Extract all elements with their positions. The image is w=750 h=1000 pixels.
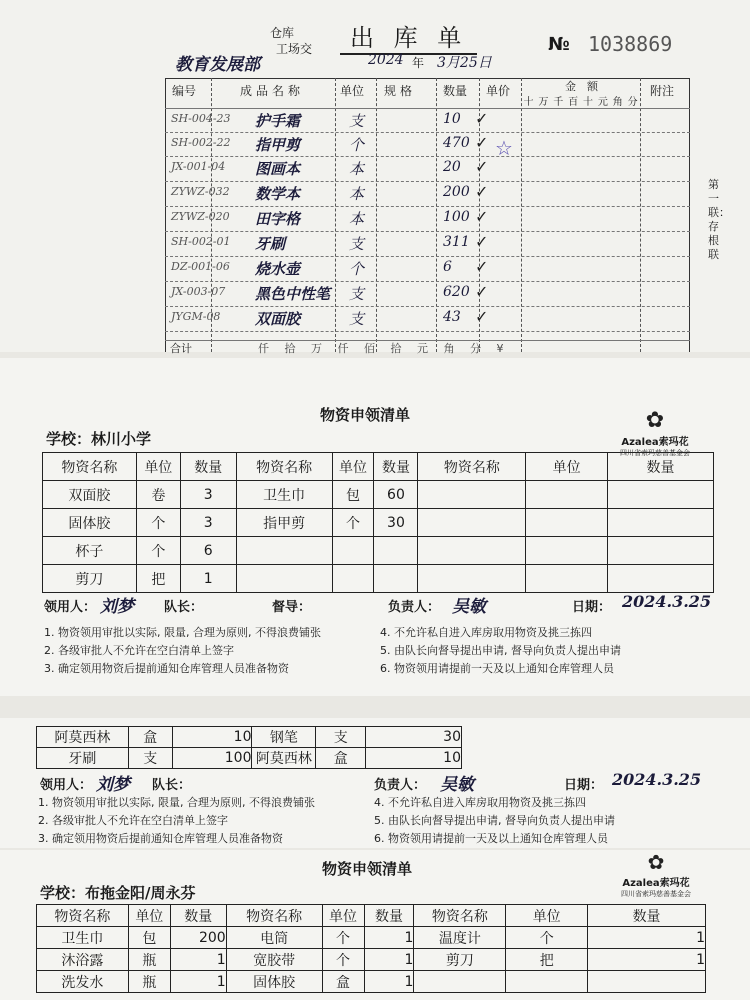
slip-row-qty: 100 [443,209,470,225]
header-spec: 规格 [384,84,417,98]
azalea-flower-icon: ✿ [647,850,665,874]
form3-school: 学校：布拖金阳/周永芬 [40,884,196,902]
slip-row-qty: 311 [443,234,470,250]
slip-row-code: JYGM-08 [171,310,221,323]
slip-row-code: JX-003-07 [171,285,226,298]
table-header-cell: 数量 [608,453,714,481]
table-cell: 沐浴露 [37,949,129,971]
side-note: 第一联：存根联 [708,178,730,261]
table-header-cell: 数量 [364,905,414,927]
form2-rule: 1. 物资领用审批以实际, 限量, 合理为原则, 不得浪费铺张 [38,796,315,809]
table-cell: 个 [136,537,180,565]
table-cell: 包 [332,481,374,509]
table-cell [608,565,714,593]
check-mark-icon: ✓ [475,257,489,276]
slip-row-name: 双面胶 [255,310,301,328]
form1-date-handwritten: 2024.3.25 [622,592,712,611]
requisition-form-1 [0,358,750,696]
table-cell [236,565,332,593]
table-cell: 1 [364,949,414,971]
table-cell: 10 [366,748,462,769]
table-header-cell: 物资名称 [236,453,332,481]
table-cell [236,537,332,565]
slip-row-code: JX-001-04 [171,160,226,173]
table-cell: 个 [322,949,364,971]
slip-row-unit: 支 [349,112,365,130]
form2-rule: 4. 不允许私自进入库房取用物资及挑三拣四 [374,796,586,809]
check-mark-icon: ✓ [475,307,489,326]
table-header-cell: 物资名称 [43,453,137,481]
table-cell [414,971,506,993]
handover-label: 工场交 [276,42,313,56]
table-cell: 1 [364,927,414,949]
table-row [43,537,714,565]
slip-row-unit: 个 [349,260,365,278]
slip-row-qty: 6 [443,259,452,275]
table-row [37,971,706,993]
table-header-cell: 物资名称 [414,905,506,927]
header-name: 成品名称 [240,84,305,98]
form1-captain-label: 队长： [164,600,204,615]
form2-date-handwritten: 2024.3.25 [612,770,702,789]
table-cell: 剪刀 [414,949,506,971]
table-cell [588,971,706,993]
slip-row-code: SH-004-23 [171,112,231,125]
slip-row-qty: 620 [443,284,470,300]
slip-row-qty: 200 [443,184,470,200]
form2-receiver-label: 领用人： [40,778,93,793]
slip-row-code: ZYWZ-020 [171,210,230,223]
table-cell [526,565,608,593]
form1-logo: ✿ Azalea索玛花 四川省索玛慈善基金会 [600,408,710,458]
table-cell: 瓶 [128,949,170,971]
form1-rule: 5. 由队长向督导提出申请, 督导向负责人提出申请 [380,644,621,657]
form1-receiver-signature: 刘梦 [100,597,134,617]
table-cell: 10 [172,727,252,748]
table-cell: 把 [136,565,180,593]
form3-title: 物资申领清单 [322,860,413,878]
table-cell [418,537,526,565]
slip-row-qty: 470 [443,135,470,151]
form1-rule: 3. 确定领用物资后提前通知仓库管理人员准备物资 [44,662,289,675]
table-cell: 盒 [316,748,366,769]
table-cell: 个 [322,927,364,949]
warehouse-label: 仓库 [270,26,295,40]
table-header-cell: 数量 [180,453,236,481]
date-year-char: 年 [412,56,425,70]
table-cell: 3 [180,481,236,509]
header-unit: 单位 [340,84,365,98]
slip-row-name: 烧水壶 [255,260,301,278]
form3-table [36,904,706,993]
table-cell [418,565,526,593]
form2-rule: 3. 确定领用物资后提前通知仓库管理人员准备物资 [38,832,283,845]
table-cell [332,565,374,593]
table-cell [418,509,526,537]
slip-row-name: 牙刷 [255,235,286,253]
slip-row-unit: 本 [349,185,365,203]
table-cell: 盒 [322,971,364,993]
slip-row-unit: 支 [349,310,365,328]
star-mark-icon: ☆ [495,136,513,160]
form2-rule: 6. 物资领用请提前一天及以上通知仓库管理人员 [374,832,608,845]
table-cell [418,481,526,509]
slip-row-qty: 20 [443,159,461,175]
check-mark-icon: ✓ [475,207,489,226]
slip-row-unit: 本 [349,210,365,228]
form1-rule: 2. 各级审批人不允许在空白清单上签字 [44,644,234,657]
check-mark-icon: ✓ [475,133,489,152]
form1-manager-signature: 吴敏 [452,597,486,617]
table-header-cell: 数量 [374,453,418,481]
table-cell: 双面胶 [43,481,137,509]
form1-manager-label: 负责人： [388,600,441,615]
slip-row-unit: 个 [349,136,365,154]
header-code: 编号 [172,84,197,98]
form2-rule: 2. 各级审批人不允许在空白清单上签字 [38,814,228,827]
table-cell: 固体胶 [43,509,137,537]
table-cell [608,481,714,509]
table-row [37,727,462,748]
table-header-cell: 单位 [322,905,364,927]
table-header-cell: 物资名称 [226,905,322,927]
azalea-flower-icon: ✿ [645,408,665,433]
slip-title: 出 库 单 [340,18,477,55]
header-qty: 数量 [443,84,468,98]
table-cell: 包 [128,927,170,949]
form1-date-label: 日期： [572,600,612,615]
slip-row-code: ZYWZ-032 [171,185,230,198]
table-cell: 个 [332,509,374,537]
table-cell: 卫生巾 [37,927,129,949]
check-mark-icon: ✓ [475,109,489,128]
table-cell: 个 [506,927,588,949]
table-cell: 把 [506,949,588,971]
form3-logo: ✿ Azalea索玛花 四川省索玛慈善基金会 [596,850,716,899]
table-cell: 30 [366,727,462,748]
table-cell: 100 [172,748,252,769]
table-cell: 剪刀 [43,565,137,593]
table-row [37,927,706,949]
slip-row-unit: 支 [349,235,365,253]
table-cell: 1 [364,971,414,993]
table-row [43,509,714,537]
table-header-cell: 数量 [588,905,706,927]
table-cell: 30 [374,509,418,537]
form2-manager-signature: 吴敏 [440,775,474,795]
total-line: 仟 拾 万 仟 佰 拾 元 角 分 ¥ [258,342,510,355]
table-cell [374,537,418,565]
slip-row-code: SH-002-01 [171,235,231,248]
table-cell: 电筒 [226,927,322,949]
slip-row-name: 黑色中性笔 [255,285,331,303]
table-cell [374,565,418,593]
table-row [37,748,462,769]
table-cell [506,971,588,993]
table-cell [526,537,608,565]
table-header-cell: 单位 [506,905,588,927]
table-cell: 固体胶 [226,971,322,993]
table-cell: 洗发水 [37,971,129,993]
table-cell [332,537,374,565]
header-price: 单价 [486,84,511,98]
table-cell: 钢笔 [252,727,316,748]
check-mark-icon: ✓ [475,232,489,251]
table-cell: 阿莫西林 [252,748,316,769]
table-cell: 1 [180,565,236,593]
table-cell: 3 [180,509,236,537]
table-header-row [37,905,706,927]
table-row [37,949,706,971]
date-year-handwritten: 2024 [368,52,404,68]
check-mark-icon: ✓ [475,157,489,176]
table-header-cell: 单位 [526,453,608,481]
form2-manager-label: 负责人： [374,778,427,793]
table-cell: 1 [170,949,226,971]
table-cell: 阿莫西林 [37,727,129,748]
form1-table [42,452,714,593]
slip-row-unit: 本 [349,160,365,178]
slip-row-code: DZ-001-06 [171,260,230,273]
serial-number: 1038869 [588,32,673,56]
slip-grid [165,78,690,352]
table-cell: 卫生巾 [236,481,332,509]
table-cell: 1 [588,949,706,971]
table-cell [526,509,608,537]
table-cell: 牙刷 [37,748,129,769]
header-amount: 金 额 [565,80,598,93]
date-day-handwritten: 3月25日 [437,55,492,71]
table-cell: 6 [180,537,236,565]
table-cell: 卷 [136,481,180,509]
form1-rule: 1. 物资领用审批以实际, 限量, 合理为原则, 不得浪费铺张 [44,626,321,639]
table-cell: 指甲剪 [236,509,332,537]
slip-row-qty: 43 [443,309,461,325]
table-cell [608,509,714,537]
slip-row-unit: 支 [349,285,365,303]
form1-title: 物资申领清单 [320,406,411,424]
table-cell: 60 [374,481,418,509]
form1-school: 学校：林川小学 [46,430,152,448]
table-header-row [43,453,714,481]
serial-symbol: № [548,34,570,55]
table-cell [608,537,714,565]
check-mark-icon: ✓ [475,282,489,301]
slip-row-name: 田字格 [255,210,301,228]
form2-captain-label: 队长： [152,778,192,793]
form2-rule: 5. 由队长向督导提出申请, 督导向负责人提出申请 [374,814,615,827]
table-cell: 支 [316,727,366,748]
form2-table [36,726,462,769]
form1-rule: 6. 物资领用请提前一天及以上通知仓库管理人员 [380,662,614,675]
form1-receiver-label: 领用人： [44,600,97,615]
table-header-cell: 单位 [128,905,170,927]
form1-supervisor-label: 督导： [272,600,312,615]
table-cell: 杯子 [43,537,137,565]
table-cell: 温度计 [414,927,506,949]
slip-row-name: 图画本 [255,160,301,178]
table-cell: 支 [128,748,172,769]
outbound-slip [0,0,750,355]
table-cell: 200 [170,927,226,949]
table-header-cell: 物资名称 [37,905,129,927]
slip-row-name: 数学本 [255,185,301,203]
table-cell: 瓶 [128,971,170,993]
slip-row-name: 指甲剪 [255,136,301,154]
table-cell: 1 [170,971,226,993]
requisition-form-3 [0,850,750,1000]
table-cell: 盒 [128,727,172,748]
form2-date-label: 日期： [564,778,604,793]
table-cell: 个 [136,509,180,537]
table-header-cell: 物资名称 [418,453,526,481]
form2-receiver-signature: 刘梦 [96,775,130,795]
slip-row-code: SH-002-22 [171,136,231,149]
table-row [43,481,714,509]
table-header-cell: 单位 [332,453,374,481]
requisition-form-2 [0,718,750,848]
table-cell: 1 [588,927,706,949]
table-header-cell: 单位 [136,453,180,481]
table-cell: 宽胶带 [226,949,322,971]
table-header-cell: 数量 [170,905,226,927]
slip-row-name: 护手霜 [255,112,301,130]
table-cell [526,481,608,509]
total-label: 合计 [170,342,192,355]
table-row [43,565,714,593]
form1-rule: 4. 不允许私自进入库房取用物资及挑三拣四 [380,626,592,639]
check-mark-icon: ✓ [475,182,489,201]
header-note: 附注 [650,84,675,98]
department-handwritten: 教育发展部 [175,55,260,75]
amount-digit-row: 十 万 千 百 十 元 角 分 [523,97,638,108]
slip-row-qty: 10 [443,111,461,127]
